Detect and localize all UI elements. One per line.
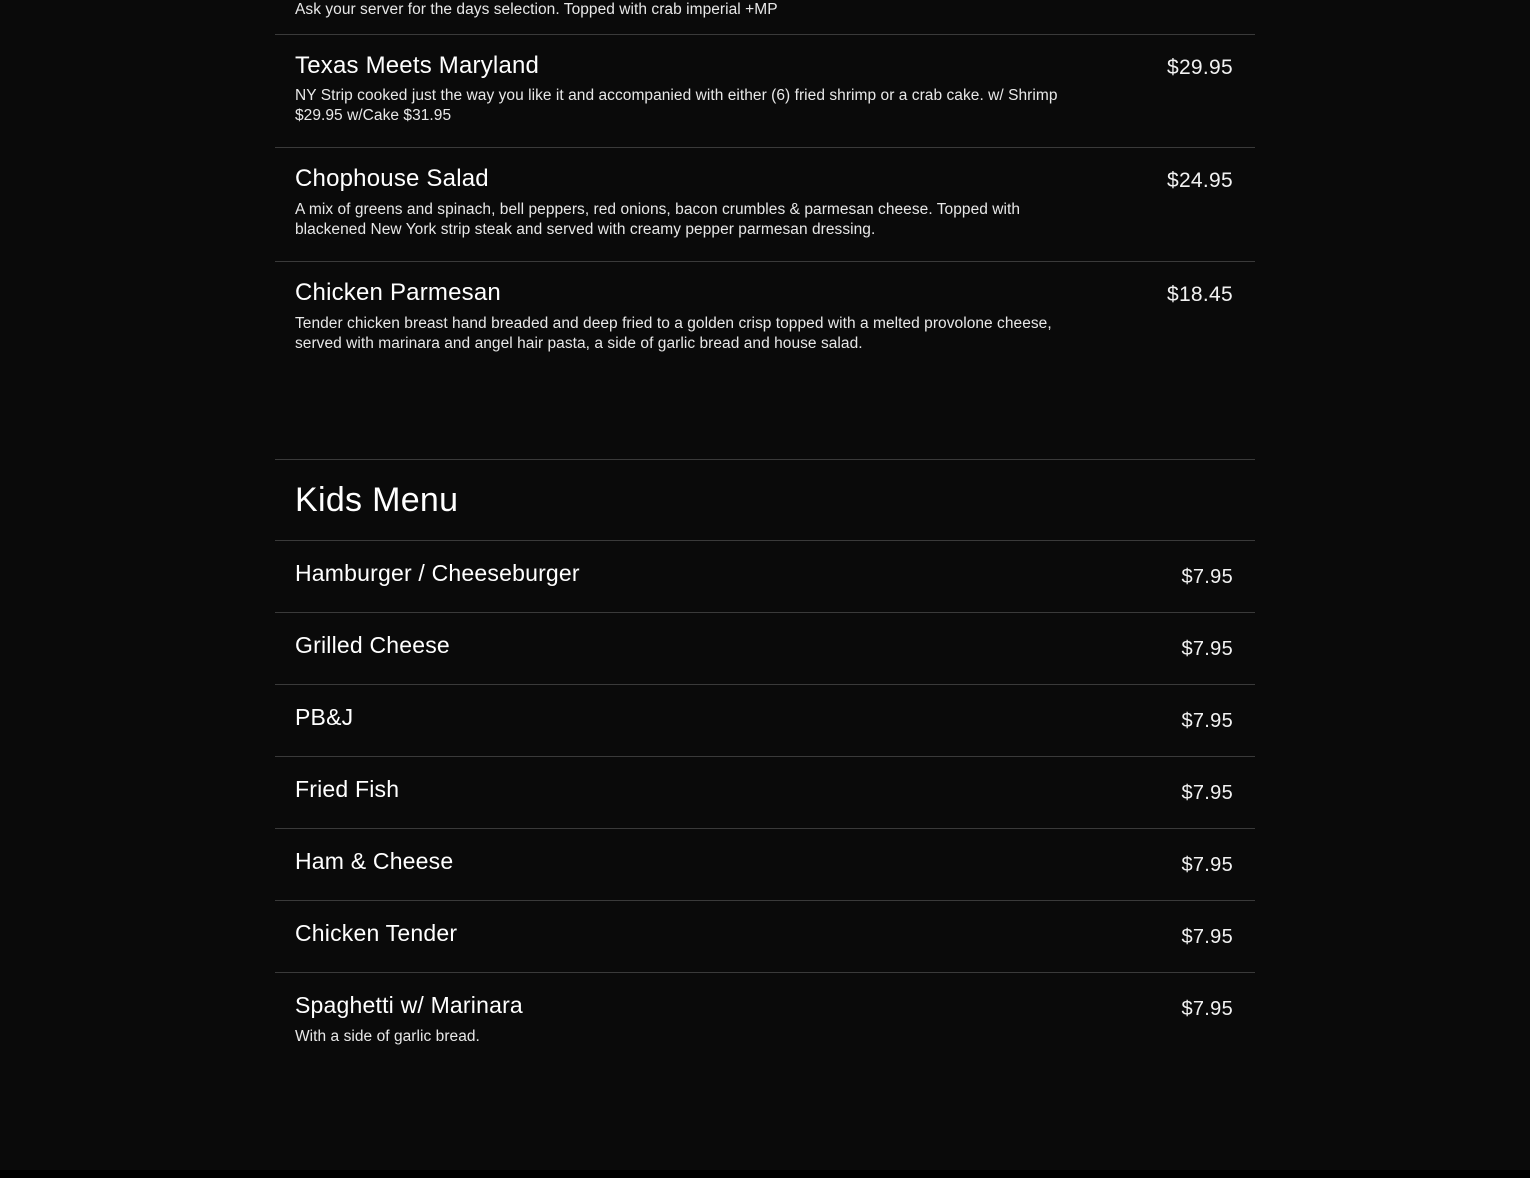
section-spacer xyxy=(275,375,1255,459)
menu-item-header xyxy=(295,633,1233,660)
menu-item-name: Chicken Tender xyxy=(295,919,458,946)
menu-item-description: With a side of garlic bread. xyxy=(295,1027,480,1045)
menu-item-header xyxy=(295,561,1233,588)
menu-item-price: $29.95 xyxy=(1166,55,1233,79)
menu-item-name: Grilled Cheese xyxy=(295,631,450,658)
menu-item xyxy=(275,34,1255,148)
menu-item-price: $7.95 xyxy=(1181,781,1233,804)
menu-item-name: Hamburger / Cheeseburger xyxy=(295,559,580,586)
section-title: Kids Menu xyxy=(295,481,459,520)
menu-item-header xyxy=(295,705,1233,732)
menu-item-header xyxy=(295,280,1233,307)
menu-item-header xyxy=(295,921,1233,948)
menu-item-name: Chicken Parmesan xyxy=(295,279,501,307)
menu-item xyxy=(275,147,1255,261)
menu-container xyxy=(275,0,1255,1130)
menu-item-price: $7.95 xyxy=(1181,853,1233,876)
menu-item-price: $18.45 xyxy=(1166,283,1233,307)
menu-item-name: Chophouse Salad xyxy=(295,165,489,193)
menu-item xyxy=(275,828,1255,900)
menu-item-name: Texas Meets Maryland xyxy=(295,51,540,79)
menu-item xyxy=(275,540,1255,612)
menu-item-price: $7.95 xyxy=(1181,925,1233,948)
page-bottom-bar xyxy=(0,1170,1530,1178)
menu-item-header xyxy=(295,53,1233,80)
menu-item-price: $7.95 xyxy=(1181,565,1233,588)
menu-item xyxy=(275,261,1255,375)
menu-item-header xyxy=(295,993,1233,1020)
menu-item-partial xyxy=(275,0,1255,34)
menu-item-header xyxy=(295,166,1233,193)
menu-item-price: $7.95 xyxy=(1181,637,1233,660)
menu-item-description: A mix of greens and spinach, bell peppers, red onions, bacon crumbles & parmesan cheese. Topped with blackened New York strip steak and served with creamy pepper parmesan dressing. xyxy=(295,201,1021,238)
menu-item xyxy=(275,612,1255,684)
bottom-spacer xyxy=(275,1070,1255,1130)
menu-item-price: $7.95 xyxy=(1181,709,1233,732)
menu-item-price: $24.95 xyxy=(1166,169,1233,193)
menu-item-description: Ask your server for the days selection. Topped with crab imperial +MP xyxy=(295,1,778,18)
menu-item-header xyxy=(295,849,1233,876)
section-header-kids-menu xyxy=(275,459,1255,539)
menu-item xyxy=(275,972,1255,1071)
menu-item-description: NY Strip cooked just the way you like it and accompanied with either (6) fried shrimp or a crab cake. w/ Shrimp $29.95 w/Cake $31.95 xyxy=(295,87,1058,124)
menu-item-description: Tender chicken breast hand breaded and deep fried to a golden crisp topped with a melted provolone cheese, served with marinara and angel hair pasta, a side of garlic bread and house salad. xyxy=(295,315,1052,352)
menu-item-name: PB&J xyxy=(295,703,354,730)
menu-item-price: $7.95 xyxy=(1181,997,1233,1020)
menu-item xyxy=(275,684,1255,756)
menu-item-name: Fried Fish xyxy=(295,775,400,802)
menu-item xyxy=(275,900,1255,972)
menu-item-name: Spaghetti w/ Marinara xyxy=(295,991,523,1018)
menu-item-name: Ham & Cheese xyxy=(295,847,454,874)
menu-item-header xyxy=(295,777,1233,804)
menu-item xyxy=(275,756,1255,828)
